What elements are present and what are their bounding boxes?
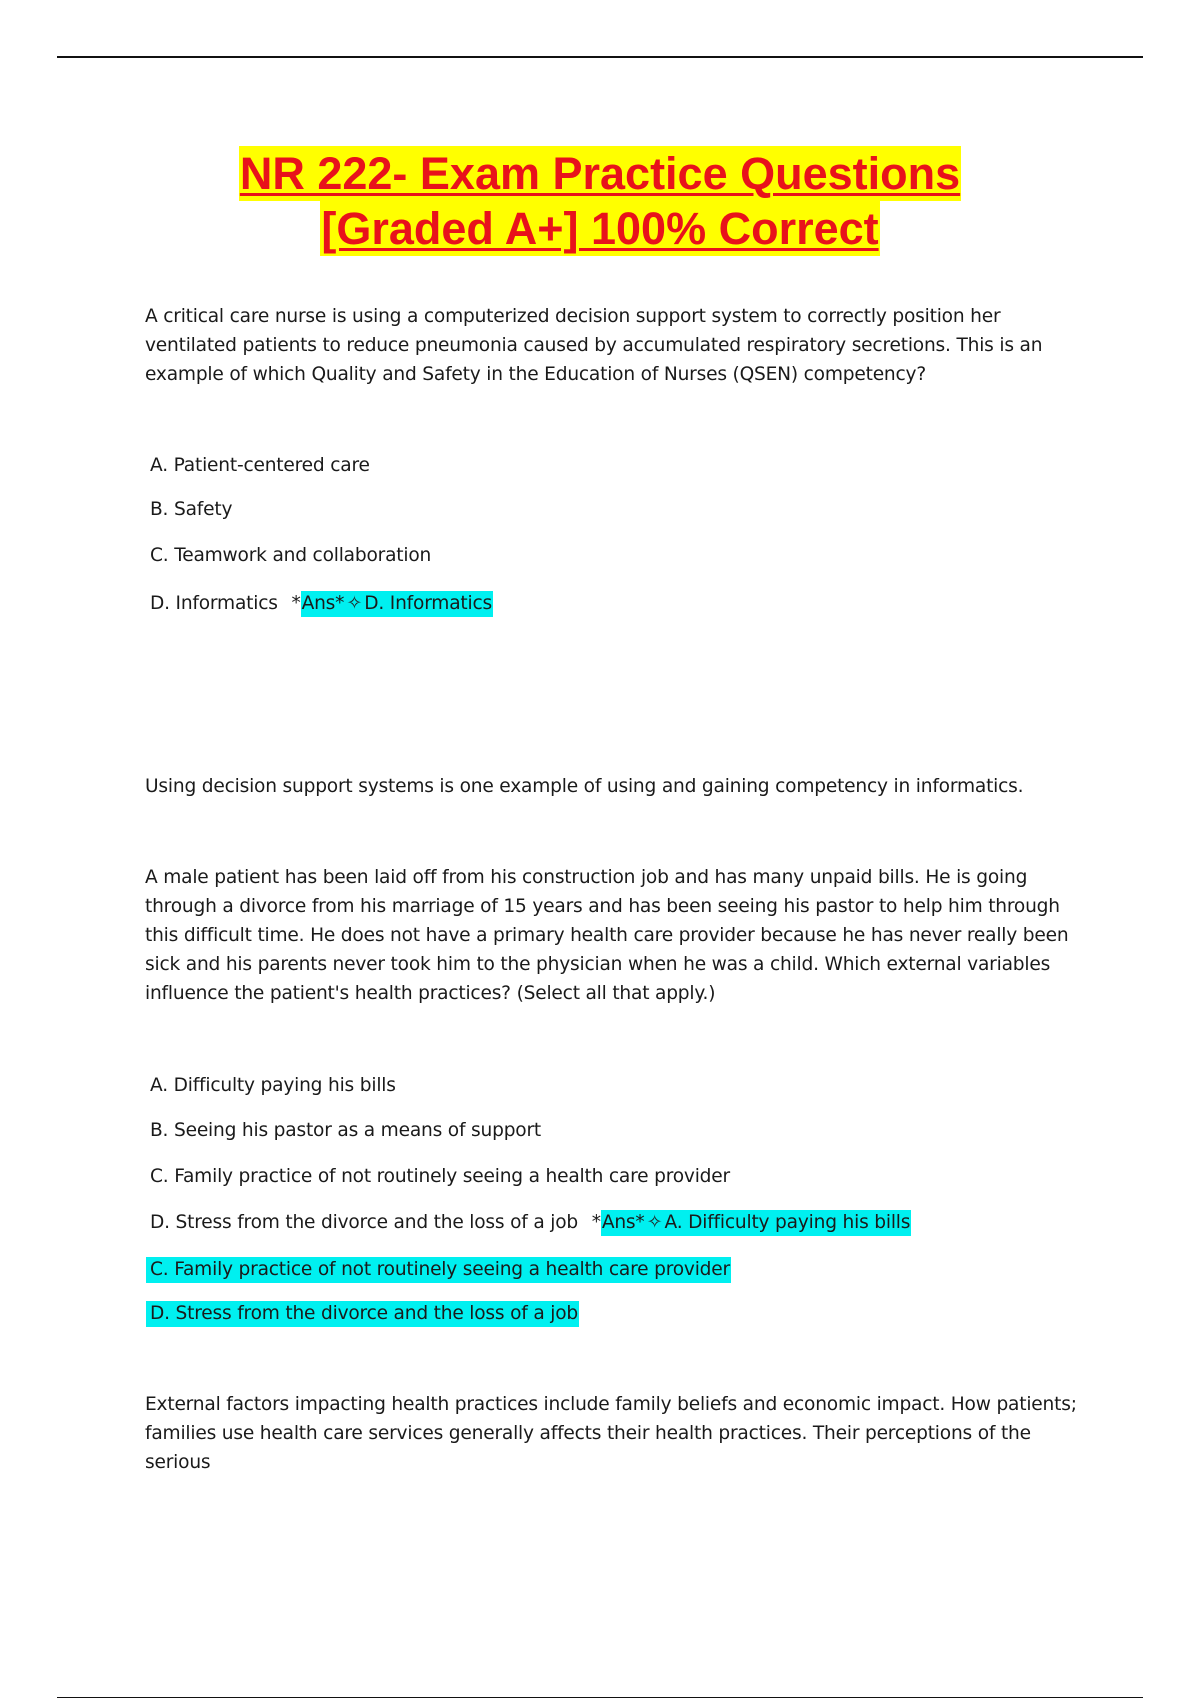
answer-label: Ans* — [601, 1212, 645, 1233]
question-2-stem: A male patient has been laid off from his construction job and has many unpaid bills. He is going through a divorce from his marriage of 15 years and has been seeing his pastor to help him through this difficult time. He does not have a primary health care provider because he has never really been sick and his parents never took him to the physician when he was a child. Which external variables influence the patient's health practices? (Select all that apply.) — [145, 867, 1069, 1004]
sparkle-icon: ✧ — [346, 593, 362, 614]
question-2-answer-2: C. Family practice of not routinely seeing a health care provider — [146, 1257, 731, 1283]
question-2-answer-3: D. Stress from the divorce and the loss of a job — [146, 1301, 579, 1327]
question-1-rationale: Using decision support systems is one example of using and gaining competency in informatics. — [145, 776, 1024, 797]
sparkle-icon: ✧ — [646, 1212, 663, 1233]
question-2-option-c: C. Family practice of not routinely seeing a health care provider — [150, 1166, 730, 1187]
answer-text: A. Difficulty paying his bills — [664, 1212, 911, 1233]
question-1-option-a: A. Patient-centered care — [150, 455, 370, 476]
question-2-option-a: A. Difficulty paying his bills — [150, 1075, 396, 1096]
question-1-option-c: C. Teamwork and collaboration — [150, 545, 432, 566]
bottom-rule — [57, 1697, 1143, 1698]
question-2-option-b: B. Seeing his pastor as a means of support — [150, 1120, 542, 1141]
question-1-option-b: B. Safety — [150, 499, 233, 520]
question-1-option-d-row — [150, 589, 493, 618]
top-rule — [57, 56, 1143, 58]
answer-marker: * — [591, 1212, 601, 1233]
question-2-option-d: D. Stress from the divorce and the loss of a job — [150, 1212, 578, 1233]
answer-label: Ans* — [301, 593, 345, 614]
question-2-rationale: External factors impacting health practices include family beliefs and economic impact. How patients; families use health care services generally affects their health practices. Their perceptions of the serious — [145, 1394, 1077, 1473]
question-2-answer-3-row — [146, 1299, 579, 1328]
answer-marker: * — [291, 593, 301, 614]
question-2-answer-1 — [601, 1210, 911, 1236]
question-2-option-d-row — [150, 1208, 911, 1237]
title-line-2: [Graded A+] 100% Correct — [321, 203, 879, 254]
question-2-answer-2-row — [146, 1255, 731, 1284]
question-1-answer — [301, 591, 493, 617]
question-1-stem: A critical care nurse is using a computerized decision support system to correctly position her ventilated patients to reduce pneumonia caused by accumulated respiratory secretions. This is an example of which Quality and Safety in the Education of Nurses (QSEN) competency? — [145, 306, 1043, 385]
title-line-1: NR 222- Exam Practice Questions — [239, 148, 961, 199]
question-1-option-d: D. Informatics — [150, 593, 278, 614]
answer-text: D. Informatics — [364, 593, 492, 614]
document-title — [0, 146, 1200, 256]
